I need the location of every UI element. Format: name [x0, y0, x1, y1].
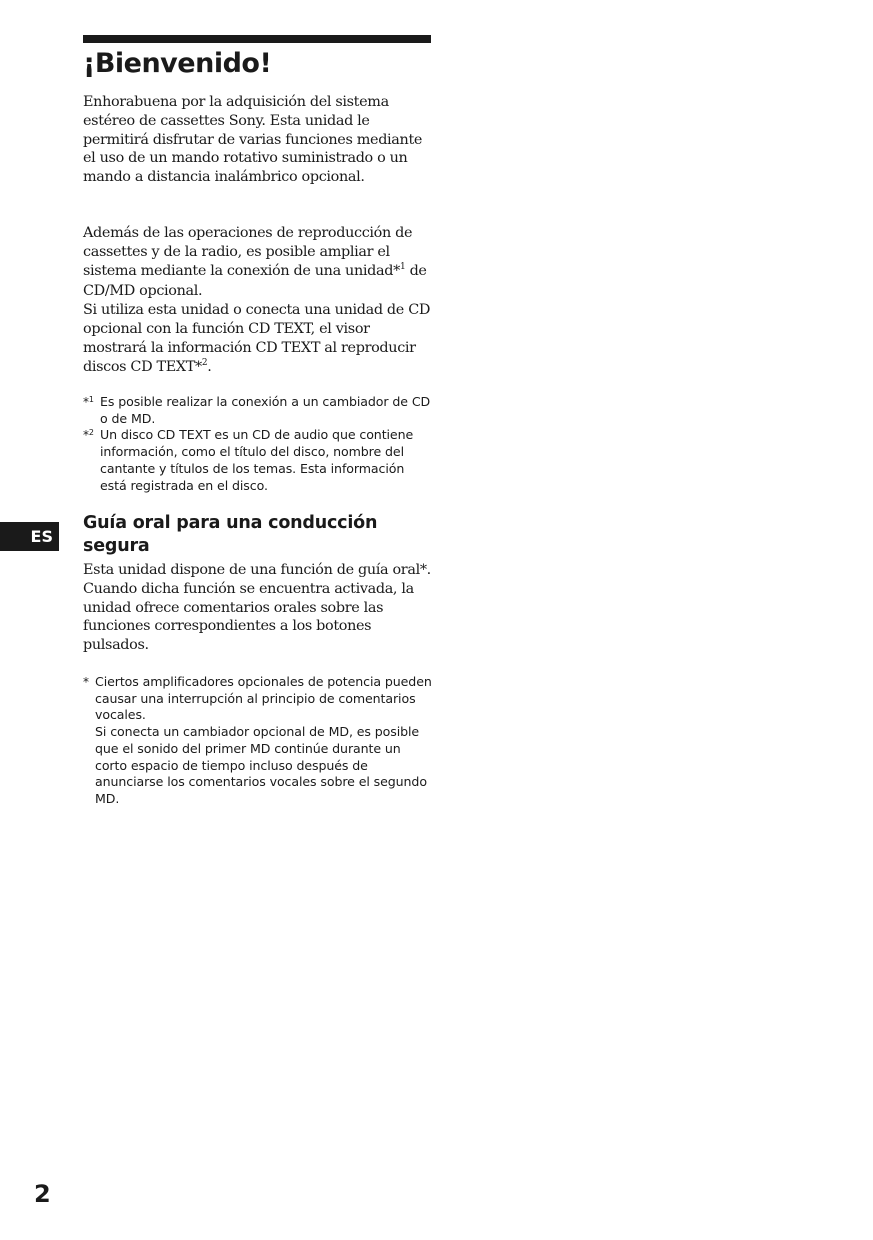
footnote-1-number: 1	[88, 395, 94, 404]
voice-guide-note-mark: *	[83, 675, 89, 689]
footnote-2	[83, 427, 433, 494]
expansion-text-part1: Además de las operaciones de reproducción de cassettes y de la radio, es posible ampliar el sistema mediante la conexión de una unidad*	[83, 225, 413, 279]
voice-guide-note-text-1: Ciertos amplificadores opcionales de potencia pueden causar una interrupción al principio de comentarios vocales.	[95, 674, 432, 723]
title-rule	[83, 35, 431, 43]
section-heading: Guía oral para una conducción segura	[83, 513, 378, 556]
page-number: 2	[34, 1180, 51, 1208]
expansion-paragraph-text	[83, 224, 435, 301]
cd-text-part2: .	[207, 358, 212, 375]
voice-guide-paragraph	[83, 561, 435, 655]
footnote-2-mark	[83, 427, 100, 446]
expansion-paragraph	[83, 224, 435, 378]
footnote-2-number: 2	[88, 428, 94, 438]
voice-guide-text: Esta unidad dispone de una función de guía oral*. Cuando dicha función se encuentra activada, la unidad ofrece comentarios orales sobre las funciones correspondientes a los botones pulsados.	[83, 562, 431, 654]
footnote-1	[83, 394, 433, 427]
footnote-1-mark	[83, 394, 100, 413]
cd-text-part1: Si utiliza esta unidad o conecta una unidad de CD opcional con la función CD TEXT, el visor mostrará la información CD TEXT al reproducir discos CD TEXT*	[83, 302, 431, 375]
page-title: ¡Bienvenido!	[83, 48, 272, 79]
footnote-ref-1: 1	[399, 261, 406, 272]
intro-paragraph	[83, 93, 435, 187]
voice-guide-note-text-2: Si conecta un cambiador opcional de MD, es posible que el sonido del primer MD continúe durante un corto espacio de tiempo incluso después de anunciarse los comentarios vocales sobre el segundo MD.	[95, 724, 427, 806]
voice-guide-note	[83, 674, 433, 808]
footnote-1-asterisk: *	[83, 395, 89, 409]
cd-text-paragraph	[83, 301, 435, 378]
language-tab: ES	[0, 522, 59, 551]
footnote-2-text: Un disco CD TEXT es un CD de audio que contiene información, como el título del disco, nombre del cantante y títulos de los temas. Esta información está registrada en el disco.	[100, 427, 414, 493]
voice-guide-footnote	[83, 674, 433, 808]
footnote-1-text: Es posible realizar la conexión a un cambiador de CD o de MD.	[100, 394, 431, 426]
expansion-text-part2: de CD/MD opcional.	[83, 262, 427, 300]
footnote-ref-2: 2	[201, 357, 208, 368]
intro-paragraph-text: Enhorabuena por la adquisición del sistema estéreo de cassettes Sony. Esta unidad le permitirá disfrutar de varias funciones mediante el uso de un mando rotativo suministrado o un mando a distancia inalámbrico opcional.	[83, 94, 423, 186]
voice-guide-note-body	[95, 674, 433, 808]
footnote-2-asterisk: *	[83, 428, 89, 443]
footnotes	[83, 394, 433, 494]
